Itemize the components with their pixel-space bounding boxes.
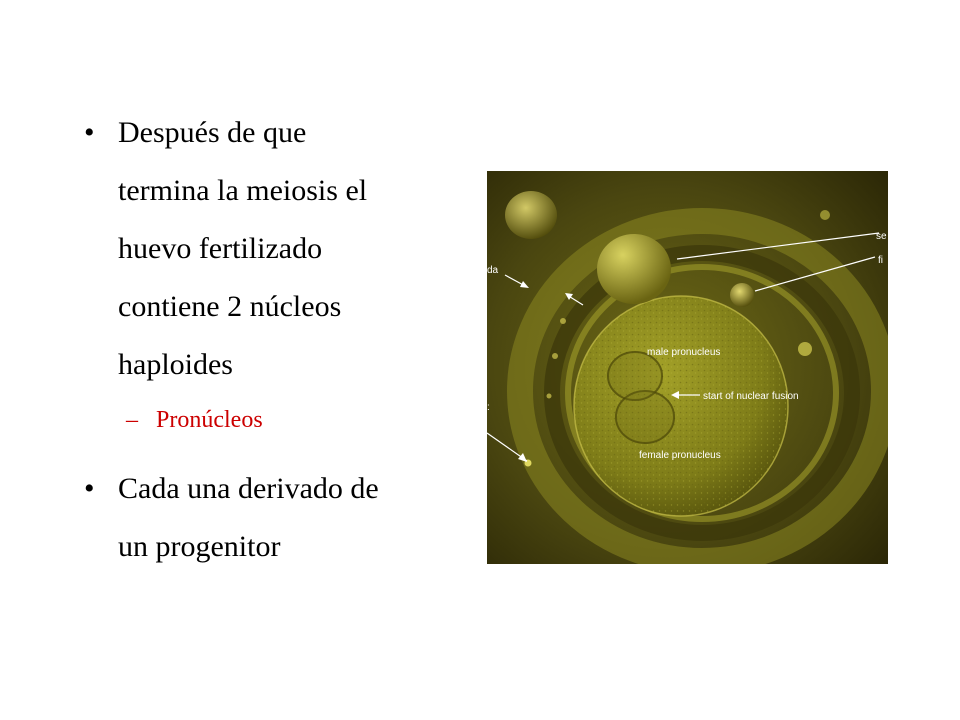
sub-bullet-pronucleos [84, 400, 444, 440]
sub-bullet-text: Pronúcleos [156, 407, 263, 433]
bullet-line: Cada una derivado de [118, 472, 379, 505]
debris-dot [820, 210, 830, 220]
bullet-line: haploides [118, 348, 233, 381]
debris-dot [547, 394, 552, 399]
bullet-line: Después de que [118, 116, 307, 149]
debris-blob [505, 191, 557, 239]
debris-dot [552, 353, 558, 359]
debris-dot [798, 342, 812, 356]
label-se: se [876, 231, 887, 242]
label-da: da [487, 265, 499, 276]
polar-body-small [730, 283, 754, 307]
label-left-mark: : [487, 402, 490, 413]
bullet-dot: • [84, 472, 95, 505]
polar-body-large [597, 234, 671, 304]
egg-texture [574, 296, 788, 516]
micrograph-illustration [487, 171, 888, 564]
bullet-list [84, 104, 444, 576]
label-female-pronucleus: female pronucleus [639, 450, 721, 461]
bullet-dot: • [84, 116, 95, 149]
bullet-line: contiene 2 núcleos [118, 290, 342, 323]
bullet-item-progenitor [84, 460, 444, 576]
bullet-line: huevo fertilizado [118, 232, 323, 265]
label-male-pronucleus: male pronucleus [647, 347, 721, 358]
bullet-item-meiosis [84, 104, 444, 394]
label-nuclear-fusion: start of nuclear fusion [703, 391, 799, 402]
zygote-micrograph [487, 171, 888, 564]
debris-dot [560, 318, 566, 324]
sub-bullet-dash: – [126, 407, 138, 433]
bullet-line: un progenitor [118, 530, 281, 563]
bullet-line: termina la meiosis el [118, 174, 368, 207]
label-fi: fi [878, 255, 883, 266]
